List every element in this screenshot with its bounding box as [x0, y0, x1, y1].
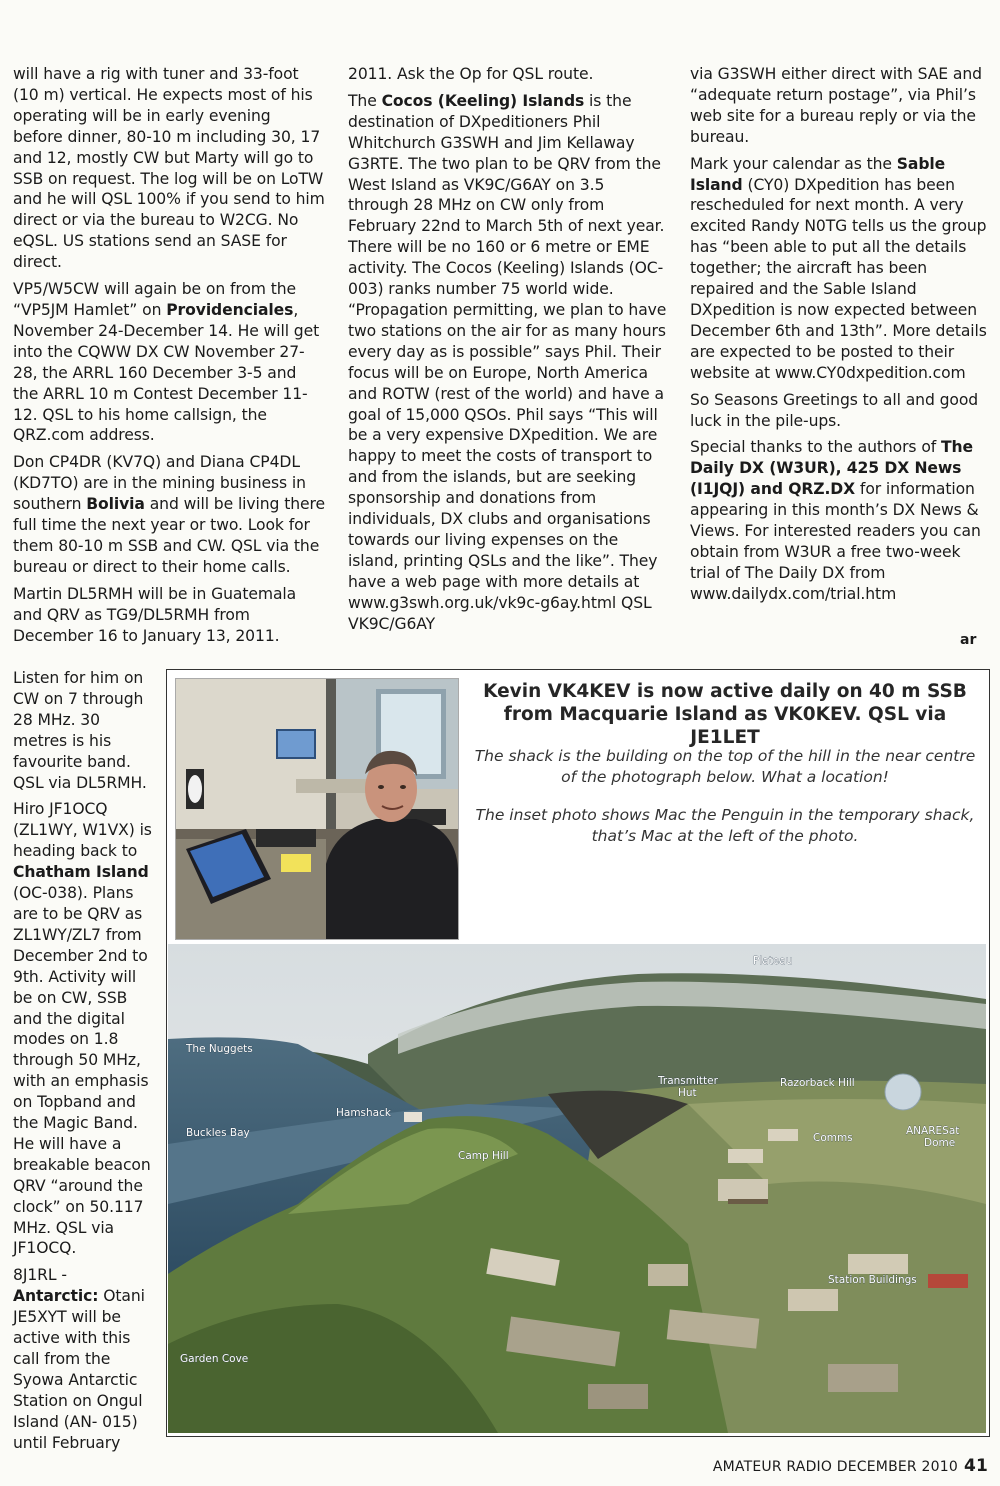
photo-label-plateau: Plateau	[753, 955, 793, 967]
paragraph-vp5	[13, 279, 325, 446]
text-span: , November 24-December 14. He will get into the CQWW DX CW November 27-28, the ARRL 160 December 3-5 and the ARRL 10 m Contest December 11-12. QSL to his home callsign, the QRZ.com address.	[13, 300, 320, 445]
page-number: 41	[963, 1456, 988, 1476]
paragraph-greetings: So Seasons Greetings to all and good luck in the pile-ups.	[690, 390, 979, 430]
text-span: Special thanks to the authors of	[690, 438, 942, 457]
photo-label-station: Station Buildings	[828, 1274, 917, 1286]
paragraph-marty: will have a rig with tuner and 33-foot (10 m) vertical. He expects most of his operating will be in early evening before dinner, 80-10 m including 30, 17 and 12, mostly CW but Marty will go to SSB on request. The log will be on LoTW and he will QSL 100% if you send to him direct or via the bureau to W2CG. No eQSL. US stations send an SASE for direct.	[13, 65, 325, 272]
place-cocos: Cocos (Keeling) Islands	[381, 91, 585, 110]
text-span: and will be living there full time the next year or two. Look for them 80-10 m SSB and CW. QSL via the bureau or direct to their home calls.	[13, 495, 325, 576]
photo-label-nuggets: The Nuggets	[186, 1043, 253, 1055]
paragraph-sable	[690, 154, 988, 384]
macquarie-photo	[168, 944, 986, 1433]
column-2	[348, 64, 668, 640]
paragraph-antarctic	[13, 1265, 155, 1453]
text-span: (OC-038). Plans are to be QRV as ZL1WY/ZL7 from December 2nd to 9th. Activity will be on CW, SSB and the digital modes on 1.8 through 50 MHz, with an emphasis on Topband and the Magic Band. He will have a breakable beacon QRV “around the clock” on 50.117 MHz. QSL via JF1OCQ.	[13, 884, 151, 1258]
place-providenciales: Providenciales	[166, 300, 294, 319]
text-span: The	[348, 91, 382, 110]
column-1	[13, 64, 325, 652]
paragraph-qsl-route: 2011. Ask the Op for QSL route.	[348, 65, 594, 83]
text-span: VP5/W5CW will again be on from the “VP5JM Hamlet” on	[13, 280, 297, 319]
footer-text: AMATEUR RADIO DECEMBER 2010	[712, 1459, 958, 1475]
photo-label-comms: Comms	[813, 1132, 853, 1144]
paragraph-listen: Listen for him on CW on 7 through 28 MHz. 30 metres is his favourite band. QSL via DL5RMH.	[13, 669, 147, 792]
paragraph-guatemala: Martin DL5RMH will be in Guatemala and QRV as TG9/DL5RMH from December 16 to January 13, 2011.	[13, 584, 297, 645]
caption-inset: The inset photo shows Mac the Penguin in the temporary shack, that’s Mac at the left of the photo.	[475, 806, 975, 845]
place-chatham: Chatham Island	[13, 863, 149, 882]
inset-photo-image	[176, 679, 458, 939]
paragraph-thanks	[690, 437, 988, 604]
text-span: Mark your calendar as the	[690, 154, 897, 173]
photo-label-camp: Camp Hill	[458, 1150, 509, 1162]
macquarie-photo-image	[168, 944, 986, 1433]
page-footer	[713, 1456, 988, 1476]
text-span: (CY0) DXpedition has been rescheduled for next month. A very excited Randy N0TG tells us the group has “been able to put all the details together; the aircraft has been repaired and the Sable Island DXpedition is now expected between December 6th and 13th”. More details are expected to be posted to their website at www.CY0dxpedition.com	[690, 175, 987, 382]
paragraph-chatham	[13, 799, 155, 1259]
paragraph-bolivia	[13, 452, 325, 577]
text-span: is the destination of DXpeditioners Phil Whitchurch G3SWH and Jim Kellaway G3RTE. The two plan to be QRV from the West Island as VK9C/G6AY on 3.5 through 28 MHz on CW only from February 22nd to March 5th of next year. There will be no 160 or 6 metre or EME activity. The Cocos (Keeling) Islands (OC-003) ranks number 75 world wide. “Propagation permitting, we plan to have two stations on the air for as many hours every day as is possible” says Phil. Their focus will be on Europe, North America and ROTW (rest of the world) and have a goal of 15,000 QSOs. Phil says “This will be a very expensive DXpedition. We are happy to meet the costs of transport to and from the islands, but are seeking sponsorship and donations from individuals, DX clubs and organisations towards our living expenses on the island, printing QSLs and the like”. They have a web page with more details at www.g3swh.org.uk/vk9c-g6ay.html QSL VK9C/G6AY	[348, 91, 667, 633]
feature-headline: Kevin VK4KEV is now active daily on 40 m SSB from Macquarie Island as VK0KEV. QSL via JE1LET	[483, 681, 967, 748]
photo-label-razorback: Razorback Hill	[780, 1077, 855, 1089]
column-3	[690, 64, 988, 611]
text-span: Hiro JF1OCQ (ZL1WY, W1VX) is heading back to	[13, 800, 152, 861]
text-span: Don CP4DR (KV7Q) and Diana CP4DL (KD7TO) are in the mining business in southern	[13, 453, 306, 514]
text-span: for information appearing in this month’s DX News & Views. For interested readers you can obtain from W3UR a free two-week trial of The Daily DX from www.dailydx.com/trial.htm	[690, 480, 981, 603]
photo-label-hamshack: Hamshack	[336, 1107, 391, 1119]
caption-shack: The shack is the building on the top of the hill in the near centre of the photograph below. What a location!	[474, 747, 976, 786]
sources-bold: The Daily DX (W3UR), 425 DX News (I1JQJ) and QRZ.DX	[690, 438, 974, 499]
photo-label-hut: Hut	[678, 1087, 697, 1099]
paragraph-cocos	[348, 91, 668, 635]
text-span: 8J1RL -	[13, 1266, 67, 1285]
place-bolivia: Bolivia	[86, 495, 145, 514]
end-mark: ar	[960, 632, 977, 648]
column-1-narrow	[13, 668, 155, 1460]
photo-label-buckles: Buckles Bay	[186, 1127, 250, 1139]
photo-label-transmitter: Transmitter	[658, 1075, 718, 1087]
place-sable: Sable Island	[690, 154, 946, 194]
place-antarctic: Antarctic:	[13, 1287, 99, 1306]
paragraph-g3swh: via G3SWH either direct with SAE and “adequate return postage”, via Phil’s web site for a bureau reply or via the bureau.	[690, 65, 982, 146]
photo-label-garden: Garden Cove	[180, 1353, 249, 1365]
text-span: Otani JE5XYT will be active with this call from the Syowa Antarctic Station on Ongul Island (AN- 015) until February	[13, 1287, 145, 1452]
inset-photo	[175, 678, 459, 940]
photo-label-anaresat: ANARESat	[906, 1125, 960, 1137]
photo-label-dome: Dome	[924, 1137, 956, 1149]
